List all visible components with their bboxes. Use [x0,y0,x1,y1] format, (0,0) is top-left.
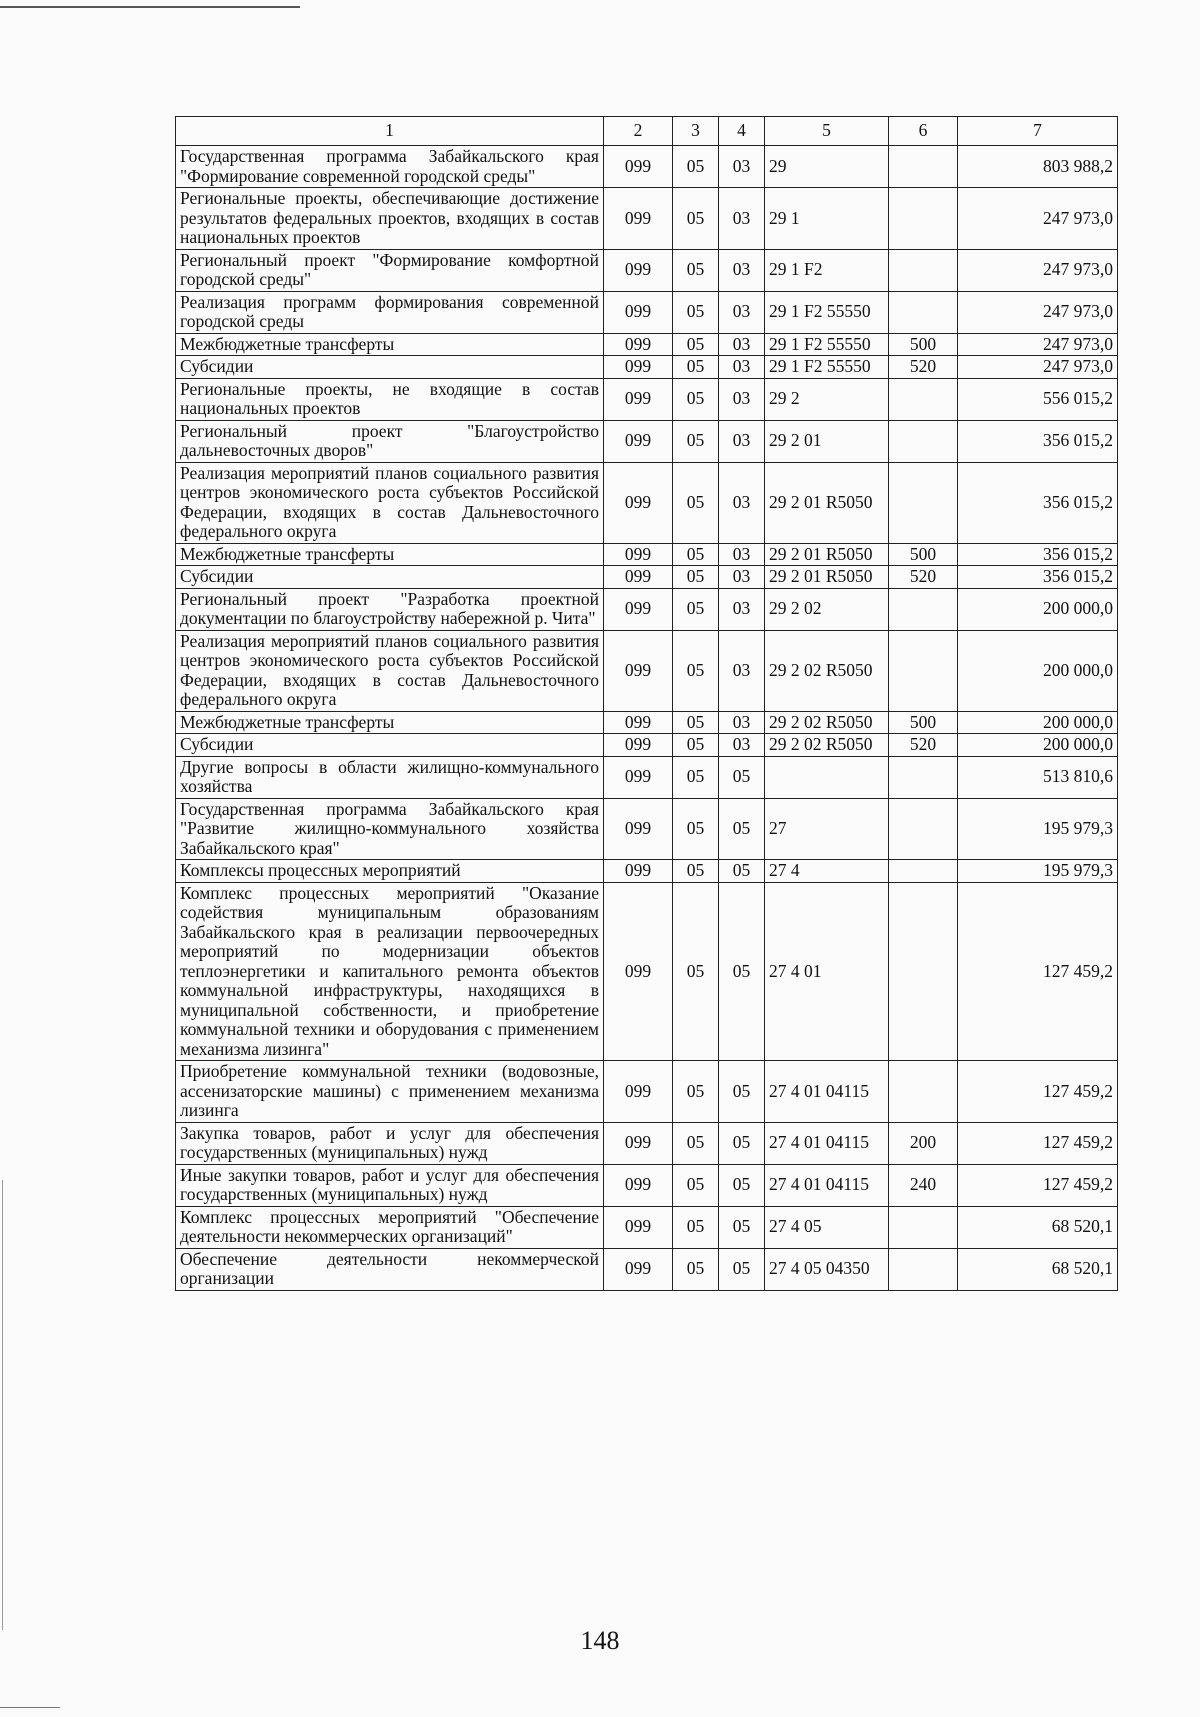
table-row [176,146,1118,188]
cell-target-article: 27 4 01 04115 [765,1061,889,1123]
cell-subsection: 05 [719,1248,765,1290]
cell-subsection: 05 [719,1206,765,1248]
table-row [176,1248,1118,1290]
column-header: 1 [176,117,604,146]
cell-name: Приобретение коммунальной техники (водовозные, ассенизаторские машины) с применением механизма лизинга [176,1061,604,1123]
cell-grbs: 099 [604,1122,673,1164]
cell-target-article: 29 2 02 R5050 [765,711,889,734]
cell-subsection: 03 [719,630,765,711]
cell-target-article: 29 [765,146,889,188]
cell-section: 05 [673,378,719,420]
cell-expense-type [889,462,958,543]
cell-name: Региональный проект "Формирование комфортной городской среды" [176,249,604,291]
cell-target-article: 29 2 02 [765,588,889,630]
scan-edge-line [2,1180,3,1630]
cell-amount: 803 988,2 [958,146,1118,188]
table-row [176,188,1118,250]
cell-amount: 127 459,2 [958,1164,1118,1206]
cell-expense-type [889,1248,958,1290]
cell-expense-type: 240 [889,1164,958,1206]
cell-grbs: 099 [604,188,673,250]
column-header: 7 [958,117,1118,146]
table-row [176,630,1118,711]
cell-section: 05 [673,882,719,1061]
cell-amount: 247 973,0 [958,333,1118,356]
cell-name: Региональные проекты, не входящие в состав национальных проектов [176,378,604,420]
cell-expense-type: 520 [889,734,958,757]
cell-grbs: 099 [604,1061,673,1123]
cell-section: 05 [673,333,719,356]
cell-target-article: 29 1 F2 [765,249,889,291]
cell-amount: 247 973,0 [958,356,1118,379]
cell-grbs: 099 [604,630,673,711]
cell-name: Комплекс процессных мероприятий "Обеспечение деятельности некоммерческих организаций" [176,1206,604,1248]
cell-grbs: 099 [604,333,673,356]
table-row [176,882,1118,1061]
cell-amount: 356 015,2 [958,462,1118,543]
cell-name: Государственная программа Забайкальского края "Развитие жилищно-коммунального хозяйства Забайкальского края" [176,798,604,860]
cell-expense-type [889,860,958,883]
cell-subsection: 05 [719,798,765,860]
table-row [176,798,1118,860]
cell-grbs: 099 [604,588,673,630]
cell-target-article: 29 2 01 R5050 [765,543,889,566]
cell-name: Региональные проекты, обеспечивающие достижение результатов федеральных проектов, входящих в состав национальных проектов [176,188,604,250]
cell-name: Государственная программа Забайкальского края "Формирование современной городской среды" [176,146,604,188]
cell-grbs: 099 [604,1206,673,1248]
cell-amount: 68 520,1 [958,1248,1118,1290]
cell-grbs: 099 [604,356,673,379]
cell-target-article: 27 4 01 04115 [765,1122,889,1164]
cell-name: Региональный проект "Благоустройство дальневосточных дворов" [176,420,604,462]
cell-name: Закупка товаров, работ и услуг для обеспечения государственных (муниципальных) нужд [176,1122,604,1164]
cell-target-article: 29 2 02 R5050 [765,734,889,757]
cell-grbs: 099 [604,420,673,462]
cell-name: Комплексы процессных мероприятий [176,860,604,883]
cell-amount: 247 973,0 [958,249,1118,291]
column-header: 5 [765,117,889,146]
cell-expense-type [889,588,958,630]
table-row [176,566,1118,589]
cell-name: Региональный проект "Разработка проектной документации по благоустройству набережной р. Чита" [176,588,604,630]
cell-section: 05 [673,630,719,711]
cell-section: 05 [673,756,719,798]
cell-amount: 247 973,0 [958,291,1118,333]
cell-subsection: 05 [719,882,765,1061]
cell-section: 05 [673,798,719,860]
cell-subsection: 03 [719,378,765,420]
column-header: 4 [719,117,765,146]
cell-section: 05 [673,566,719,589]
cell-subsection: 03 [719,543,765,566]
cell-section: 05 [673,1061,719,1123]
cell-target-article: 29 1 F2 55550 [765,291,889,333]
cell-amount: 200 000,0 [958,734,1118,757]
budget-table [175,116,1118,1291]
cell-amount: 356 015,2 [958,566,1118,589]
cell-grbs: 099 [604,378,673,420]
cell-section: 05 [673,711,719,734]
cell-expense-type [889,420,958,462]
cell-section: 05 [673,462,719,543]
cell-section: 05 [673,188,719,250]
cell-name: Межбюджетные трансферты [176,543,604,566]
cell-expense-type [889,291,958,333]
cell-subsection: 05 [719,1164,765,1206]
cell-expense-type [889,146,958,188]
cell-subsection: 03 [719,146,765,188]
scan-edge-line [0,6,300,8]
cell-grbs: 099 [604,1164,673,1206]
cell-amount: 513 810,6 [958,756,1118,798]
cell-section: 05 [673,734,719,757]
cell-target-article: 27 4 05 [765,1206,889,1248]
cell-amount: 200 000,0 [958,588,1118,630]
cell-amount: 200 000,0 [958,630,1118,711]
table-row [176,1206,1118,1248]
cell-name: Другие вопросы в области жилищно-коммунального хозяйства [176,756,604,798]
cell-expense-type: 520 [889,356,958,379]
cell-target-article: 29 2 02 R5050 [765,630,889,711]
cell-target-article: 27 4 01 [765,882,889,1061]
cell-subsection: 03 [719,566,765,589]
cell-grbs: 099 [604,462,673,543]
cell-subsection: 03 [719,356,765,379]
cell-expense-type [889,1061,958,1123]
table-row [176,756,1118,798]
cell-section: 05 [673,291,719,333]
cell-grbs: 099 [604,756,673,798]
cell-grbs: 099 [604,882,673,1061]
cell-section: 05 [673,356,719,379]
cell-amount: 68 520,1 [958,1206,1118,1248]
cell-grbs: 099 [604,249,673,291]
table-row [176,860,1118,883]
cell-amount: 356 015,2 [958,420,1118,462]
cell-subsection: 03 [719,333,765,356]
cell-name: Иные закупки товаров, работ и услуг для обеспечения государственных (муниципальных) нужд [176,1164,604,1206]
cell-subsection: 03 [719,291,765,333]
cell-expense-type [889,378,958,420]
header-row [176,117,1118,146]
cell-subsection: 03 [719,711,765,734]
cell-target-article: 29 1 F2 55550 [765,356,889,379]
cell-section: 05 [673,420,719,462]
cell-subsection: 03 [719,249,765,291]
cell-section: 05 [673,543,719,566]
cell-expense-type [889,882,958,1061]
cell-target-article: 29 2 [765,378,889,420]
table-row [176,462,1118,543]
cell-subsection: 03 [719,462,765,543]
cell-name: Обеспечение деятельности некоммерческой организации [176,1248,604,1290]
table-row [176,543,1118,566]
cell-section: 05 [673,1122,719,1164]
cell-subsection: 05 [719,860,765,883]
cell-amount: 195 979,3 [958,798,1118,860]
cell-target-article [765,756,889,798]
cell-target-article: 27 4 [765,860,889,883]
table-row [176,378,1118,420]
column-header: 2 [604,117,673,146]
table-row [176,333,1118,356]
page-number: 148 [580,1626,620,1655]
cell-grbs: 099 [604,711,673,734]
cell-expense-type [889,1206,958,1248]
cell-section: 05 [673,1248,719,1290]
cell-subsection: 03 [719,188,765,250]
cell-section: 05 [673,249,719,291]
cell-subsection: 03 [719,734,765,757]
cell-amount: 200 000,0 [958,711,1118,734]
cell-expense-type [889,249,958,291]
cell-name: Реализация мероприятий планов социального развития центров экономического роста субъектов Российской Федерации, входящих в состав Дальневосточного федерального округа [176,462,604,543]
cell-target-article: 29 1 F2 55550 [765,333,889,356]
cell-grbs: 099 [604,1248,673,1290]
table-row [176,588,1118,630]
cell-expense-type: 520 [889,566,958,589]
cell-target-article: 27 [765,798,889,860]
cell-target-article: 27 4 01 04115 [765,1164,889,1206]
cell-grbs: 099 [604,543,673,566]
cell-target-article: 29 2 01 [765,420,889,462]
cell-section: 05 [673,860,719,883]
cell-grbs: 099 [604,566,673,589]
cell-name: Субсидии [176,566,604,589]
table-row [176,291,1118,333]
cell-expense-type [889,630,958,711]
table-row [176,420,1118,462]
cell-subsection: 05 [719,1061,765,1123]
cell-name: Субсидии [176,734,604,757]
cell-amount: 195 979,3 [958,860,1118,883]
cell-name: Реализация мероприятий планов социального развития центров экономического роста субъектов Российской Федерации, входящих в состав Дальневосточного федерального округа [176,630,604,711]
cell-target-article: 29 1 [765,188,889,250]
cell-section: 05 [673,588,719,630]
cell-target-article: 29 2 01 R5050 [765,566,889,589]
cell-amount: 127 459,2 [958,1122,1118,1164]
cell-section: 05 [673,1206,719,1248]
cell-grbs: 099 [604,798,673,860]
table-row [176,1164,1118,1206]
table-row [176,356,1118,379]
cell-target-article: 27 4 05 04350 [765,1248,889,1290]
cell-grbs: 099 [604,734,673,757]
cell-name: Субсидии [176,356,604,379]
table-row [176,1061,1118,1123]
cell-expense-type: 500 [889,711,958,734]
cell-subsection: 05 [719,1122,765,1164]
cell-amount: 356 015,2 [958,543,1118,566]
cell-subsection: 05 [719,756,765,798]
cell-expense-type: 500 [889,543,958,566]
cell-section: 05 [673,146,719,188]
column-header: 6 [889,117,958,146]
cell-amount: 127 459,2 [958,882,1118,1061]
column-header: 3 [673,117,719,146]
cell-amount: 127 459,2 [958,1061,1118,1123]
cell-grbs: 099 [604,291,673,333]
cell-name: Комплекс процессных мероприятий "Оказание содействия муниципальным образованиям Забайкальского края в реализации первоочередных мероприятий по модернизации объектов теплоэнергетики и капитального ремонта объектов коммунальной инфраструктуры, находящихся в муниципальной собственности, и приобретение коммунальной техники и оборудования с применением механизма лизинга" [176,882,604,1061]
cell-expense-type: 500 [889,333,958,356]
cell-grbs: 099 [604,860,673,883]
table-row [176,711,1118,734]
cell-subsection: 03 [719,420,765,462]
cell-expense-type: 200 [889,1122,958,1164]
cell-subsection: 03 [719,588,765,630]
cell-name: Реализация программ формирования современной городской среды [176,291,604,333]
scan-edge-line [0,1707,60,1708]
table-body [176,146,1118,1291]
cell-expense-type [889,756,958,798]
cell-grbs: 099 [604,146,673,188]
cell-expense-type [889,798,958,860]
cell-expense-type [889,188,958,250]
cell-name: Межбюджетные трансферты [176,333,604,356]
cell-target-article: 29 2 01 R5050 [765,462,889,543]
table-row [176,249,1118,291]
cell-name: Межбюджетные трансферты [176,711,604,734]
cell-amount: 247 973,0 [958,188,1118,250]
cell-amount: 556 015,2 [958,378,1118,420]
table-row [176,734,1118,757]
table-row [176,1122,1118,1164]
cell-section: 05 [673,1164,719,1206]
